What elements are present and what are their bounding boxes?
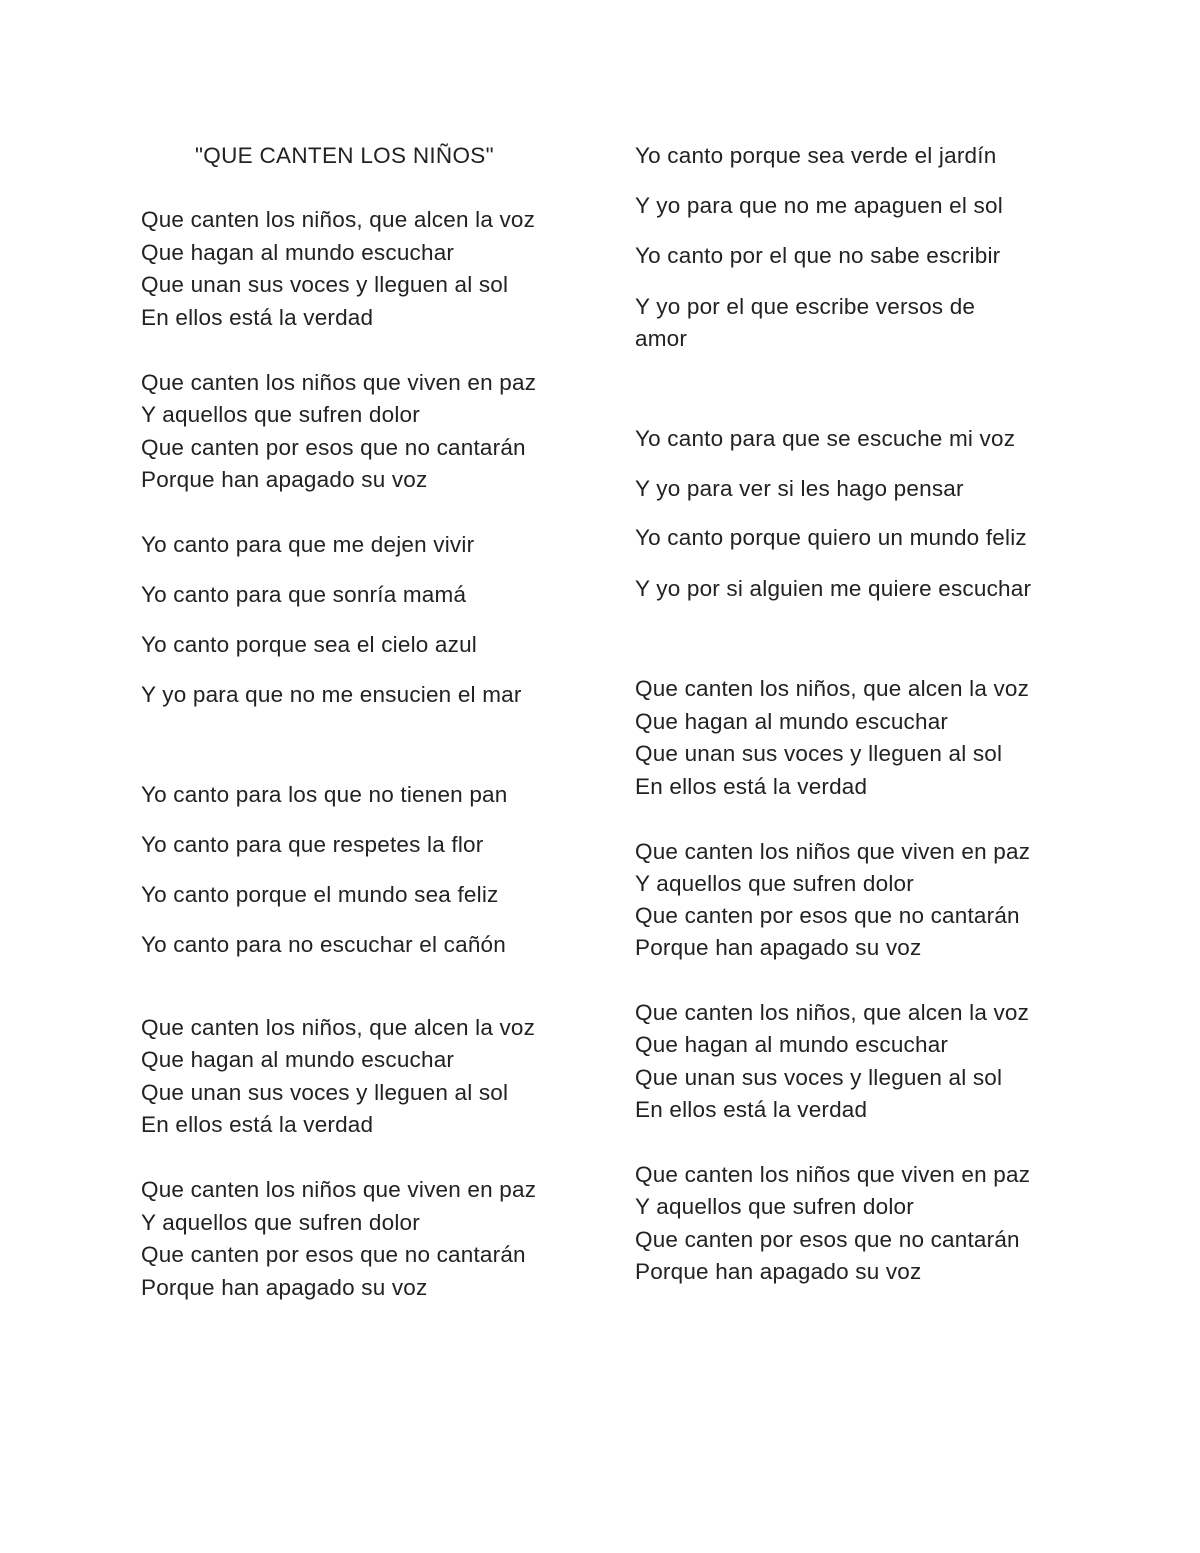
lyric-line: Que canten por esos que no cantarán [141,1242,526,1267]
lyric-line: Yo canto para los que no tienen pan [141,782,508,807]
lyric-line: Que canten por esos que no cantarán [635,903,1020,928]
lyric-line: Yo canto porque sea el cielo azul [141,632,478,657]
lyric-line: Porque han apagado su voz [141,1275,428,1300]
lyric-line: Que unan sus voces y lleguen al sol [141,272,509,297]
lyric-line: Y yo para que no me apaguen el sol [635,193,1003,218]
lyric-line: Que canten los niños que viven en paz [635,839,1031,864]
lyric-line: Que canten los niños, que alcen la voz [635,676,1030,701]
lyric-line: Que hagan al mundo escuchar [635,1032,949,1057]
lyric-line: Yo canto porque sea verde el jardín [635,143,997,168]
lyric-line: Que canten los niños, que alcen la voz [635,1000,1030,1025]
lyric-line: Y aquellos que sufren dolor [635,871,914,896]
lyric-line: Y aquellos que sufren dolor [141,1210,420,1235]
lyric-line: Y yo por el que escribe versos de amor [635,294,976,351]
lyric-line: Yo canto por el que no sabe escribir [635,243,1001,268]
lyric-line: En ellos está la verdad [141,1112,374,1137]
lyric-line: Que unan sus voces y lleguen al sol [635,741,1003,766]
lyric-line: Y aquellos que sufren dolor [141,402,420,427]
lyric-line: Yo canto para que se escuche mi voz [635,426,1016,451]
lyric-line: Que hagan al mundo escuchar [635,709,949,734]
lyric-line: Que unan sus voces y lleguen al sol [635,1065,1003,1090]
lyric-line: Que canten los niños que viven en paz [141,1177,537,1202]
lyric-line: Que hagan al mundo escuchar [141,1047,455,1072]
lyric-line: Y aquellos que sufren dolor [635,1194,914,1219]
lyric-line: Yo canto porque quiero un mundo feliz [635,525,1027,550]
lyric-line: Que canten los niños, que alcen la voz [141,1015,536,1040]
lyric-line: Yo canto para que sonría mamá [141,582,467,607]
lyric-line: Que canten por esos que no cantarán [635,1227,1020,1252]
lyric-line: Y yo para ver si les hago pensar [635,476,964,501]
lyric-line: Porque han apagado su voz [141,467,428,492]
lyric-line: Yo canto para que respetes la flor [141,832,484,857]
lyric-line: Que hagan al mundo escuchar [141,240,455,265]
song-title: "QUE CANTEN LOS NIÑOS" [195,143,494,168]
lyric-line: Y yo para que no me ensucien el mar [141,682,522,707]
lyric-line: Que canten los niños, que alcen la voz [141,207,536,232]
lyric-line: En ellos está la verdad [141,305,374,330]
lyric-line: Porque han apagado su voz [635,935,922,960]
lyric-line: Yo canto para que me dejen vivir [141,532,475,557]
lyric-line: Porque han apagado su voz [635,1259,922,1284]
lyric-line: Que canten los niños que viven en paz [635,1162,1031,1187]
lyric-line: Yo canto porque el mundo sea feliz [141,882,499,907]
lyric-line: Que canten los niños que viven en paz [141,370,537,395]
lyric-line: Que unan sus voces y lleguen al sol [141,1080,509,1105]
lyric-line: Y yo por si alguien me quiere escuchar [635,576,1032,601]
lyric-line: Yo canto para no escuchar el cañón [141,932,506,957]
lyric-line: Que canten por esos que no cantarán [141,435,526,460]
lyric-line: En ellos está la verdad [635,774,868,799]
lyric-line: En ellos está la verdad [635,1097,868,1122]
